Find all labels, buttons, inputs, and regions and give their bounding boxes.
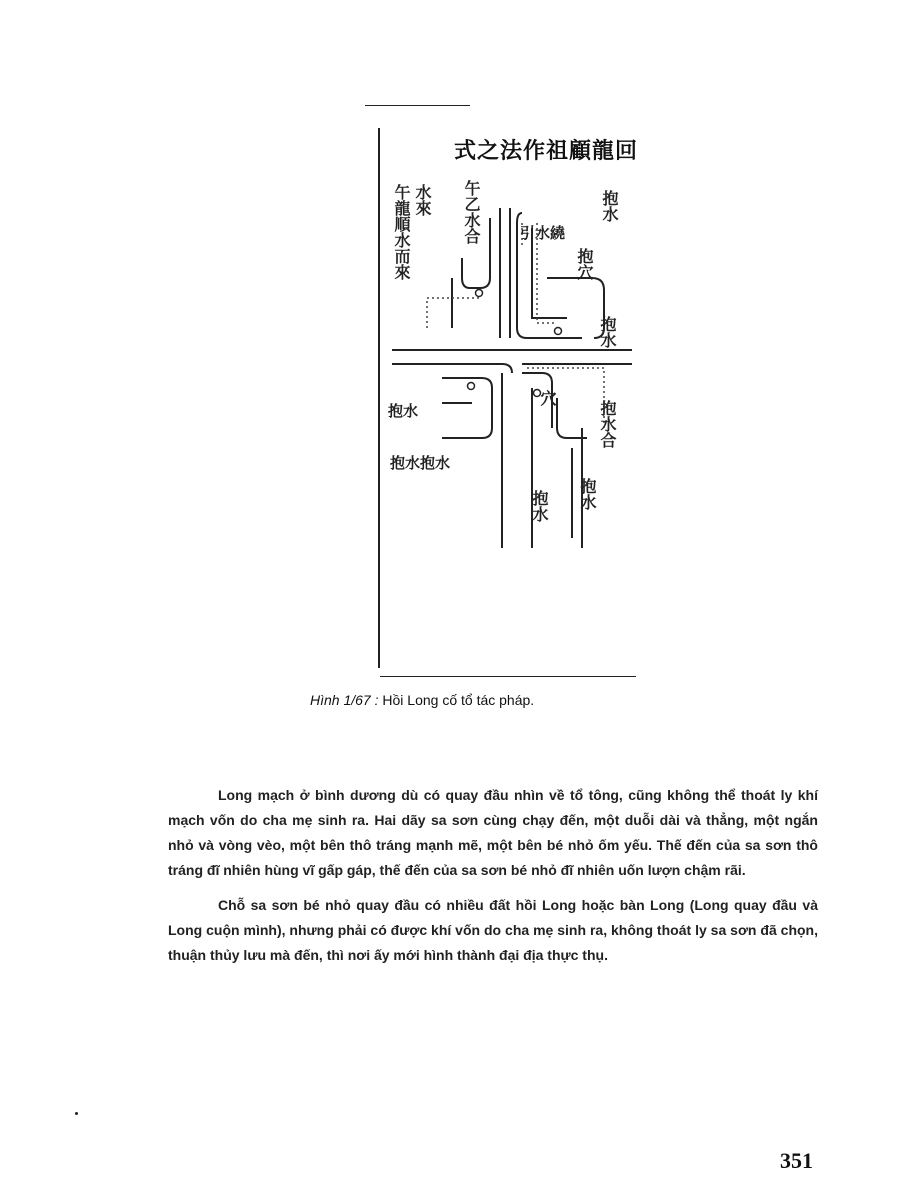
body-text (168, 783, 818, 978)
label-top-1: 午乙水合 (462, 180, 481, 244)
figure-title: 式之法作祖顧龍回 (453, 138, 638, 164)
label-mid-left-1: 抱水 (388, 402, 419, 420)
paragraph-2: Chỗ sa sơn bé nhỏ quay đầu có nhiều đất hồi Long hoặc bàn Long (Long quay đầu và Long cuộn mình), nhưng phải có được khí vốn do cha mẹ sinh ra, không thoát ly sa sơn đã chọn, thuận thủy lưu mà đến, thì nơi ấy mới hình thành đại địa thực thụ. (168, 897, 818, 963)
figure-caption (310, 692, 710, 708)
label-right-mid: 抱水 (598, 316, 617, 348)
paragraph-1: Long mạch ở bình dương dù có quay đầu nhìn về tổ tông, cũng không thể thoát ly khí mạch vốn do cha mẹ sinh ra. Hai dãy sa sơn cùng chạy đến, một duỗi dài và thẳng, một ngắn nhỏ và vòng vèo, một bên thô tráng mạnh mẽ, một bên bé nhỏ ốm yếu. Thế đến của sa sơn thô tráng đĩ nhiên hùng vĩ gấp gáp, thế đến của sa sơn bé nhỏ đĩ nhiên uốn lượn chậm rãi. (168, 787, 818, 878)
label-left-2: 水來 (413, 184, 432, 216)
label-bottom-2: 抱水 (578, 478, 597, 510)
caption-label: Hình 1/67 : (310, 692, 379, 708)
page-speck (75, 1112, 78, 1115)
point-marker (555, 328, 562, 335)
label-bottom-1: 抱水 (530, 490, 549, 522)
page-number: 351 (780, 1148, 813, 1173)
label-mid-right-1: 抱水合 (598, 400, 617, 448)
label-left-1: 午龍順水而來 (392, 184, 411, 280)
figure-bottom-border (380, 676, 636, 677)
figure-left-border (378, 128, 380, 668)
label-mid-left-2: 抱水抱水 (390, 454, 451, 472)
top-rule (365, 105, 470, 106)
label-top-right-3: 抱穴 (575, 248, 594, 280)
divider-line-lower (392, 364, 512, 373)
label-mid-center: 穴 (538, 390, 557, 406)
point-marker (476, 290, 483, 297)
label-top-right-1: 抱水 (600, 190, 619, 222)
label-top-right-2: 引水繞 (520, 224, 566, 242)
point-marker (468, 383, 475, 390)
caption-text: Hồi Long cố tổ tác pháp. (382, 692, 535, 708)
